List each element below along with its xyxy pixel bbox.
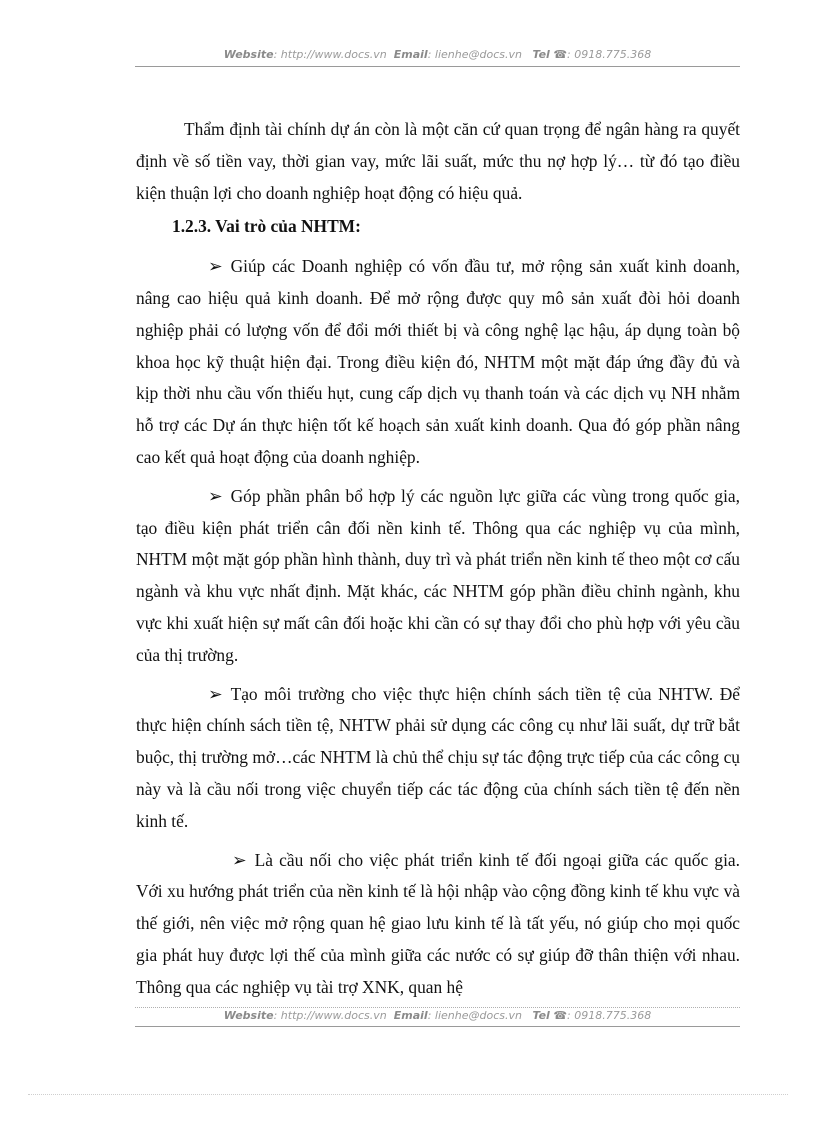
page-edge-divider	[28, 1094, 788, 1095]
intro-paragraph: Thẩm định tài chính dự án còn là một căn cứ quan trọng để ngân hàng ra quyết định về số tiền vay, thời gian vay, mức lãi suất, mức thu nợ hợp lý… từ đó tạo điều kiện thuận lợi cho doanh nghiệp hoạt động có hiệu quả.	[136, 119, 740, 203]
arrow-bullet-icon: ➢	[208, 485, 223, 506]
email-label: Email	[393, 1009, 428, 1022]
website-value[interactable]: : http://www.docs.vn	[273, 48, 387, 61]
website-label: Website	[223, 48, 274, 61]
document-body	[136, 114, 740, 1004]
arrow-bullet-icon: ➢	[208, 683, 223, 704]
bullet-text: Góp phần phân bổ hợp lý các nguồn lực giữa các vùng trong quốc gia, tạo điều kiện phát triển cân đối nền kinh tế. Thông qua các nghiệp vụ của mình, NHTM một mặt góp phần hình thành, duy trì và phát triển nền kinh tế theo một cơ cấu ngành và khu vực nhất định. Mặt khác, các NHTM góp phần điều chỉnh ngành, khu vực khi xuất hiện sự mất cân đối hoặc khi cần có sự thay đổi cho phù hợp với yêu cầu của thị trường.	[136, 485, 740, 665]
bullet-paragraph	[136, 481, 740, 672]
email-label: Email	[393, 48, 428, 61]
page-footer	[135, 1006, 740, 1026]
footer-bottom-rule	[135, 1026, 740, 1027]
bullet-paragraph	[136, 679, 740, 838]
bullet-text: Là cầu nối cho việc phát triển kinh tế đối ngoại giữa các quốc gia. Với xu hướng phát triển của nền kinh tế là hội nhập vào cộng đồng kinh tế khu vực và thế giới, nên việc mở rộng quan hệ giao lưu kinh tế là tất yếu, nó giúp cho mọi quốc gia phát huy được lợi thế của mình giữa các nước có sự giúp đỡ thân thiện với nhau. Thông qua các nghiệp vụ tài trợ XNK, quan hệ	[136, 849, 740, 997]
tel-value: : 0918.775.368	[567, 1009, 652, 1022]
bullet-paragraph	[136, 251, 740, 474]
bullet-text: Giúp các Doanh nghiệp có vốn đầu tư, mở rộng sản xuất kinh doanh, nâng cao hiệu quả kinh doanh. Để mở rộng được quy mô sản xuất đòi hỏi doanh nghiệp phải có lượng vốn để đổi mới thiết bị và công nghệ lạc hậu, áp dụng toàn bộ khoa học kỹ thuật hiện đại. Trong điều kiện đó, NHTM một mặt đáp ứng đầy đủ và kịp thời nhu cầu vốn thiếu hụt, cung cấp dịch vụ thanh toán và các dịch vụ NH nhằm hỗ trợ các Dự án thực hiện tốt kế hoạch sản xuất kinh doanh. Qua đó góp phần nâng cao kết quả hoạt động của doanh nghiệp.	[136, 256, 740, 467]
section-heading: 1.2.3. Vai trò của NHTM:	[172, 216, 361, 237]
email-value[interactable]: : lienhe@docs.vn	[427, 48, 522, 61]
header-rule	[135, 66, 740, 67]
website-label: Website	[223, 1009, 274, 1022]
tel-label: Tel	[532, 1009, 550, 1022]
website-value[interactable]: : http://www.docs.vn	[273, 1009, 387, 1022]
email-value[interactable]: : lienhe@docs.vn	[427, 1009, 522, 1022]
arrow-bullet-icon: ➢	[208, 256, 223, 277]
bullet-text: Tạo môi trường cho việc thực hiện chính sách tiền tệ của NHTW. Để thực hiện chính sách tiền tệ, NHTW phải sử dụng các công cụ như lãi suất, dự trữ bắt buộc, thị trường mở…các NHTM là chủ thể chịu sự tác động trực tiếp của các công cụ này và là cầu nối trong việc chuyển tiếp các tác động của chính sách tiền tệ đến nền kinh tế.	[136, 683, 740, 831]
arrow-bullet-icon: ➢	[232, 849, 247, 870]
phone-icon: ☎	[553, 48, 568, 61]
bullet-paragraph	[136, 845, 740, 1004]
page-header	[135, 45, 740, 65]
tel-label: Tel	[532, 48, 550, 61]
phone-icon: ☎	[553, 1009, 568, 1022]
tel-value: : 0918.775.368	[567, 48, 652, 61]
